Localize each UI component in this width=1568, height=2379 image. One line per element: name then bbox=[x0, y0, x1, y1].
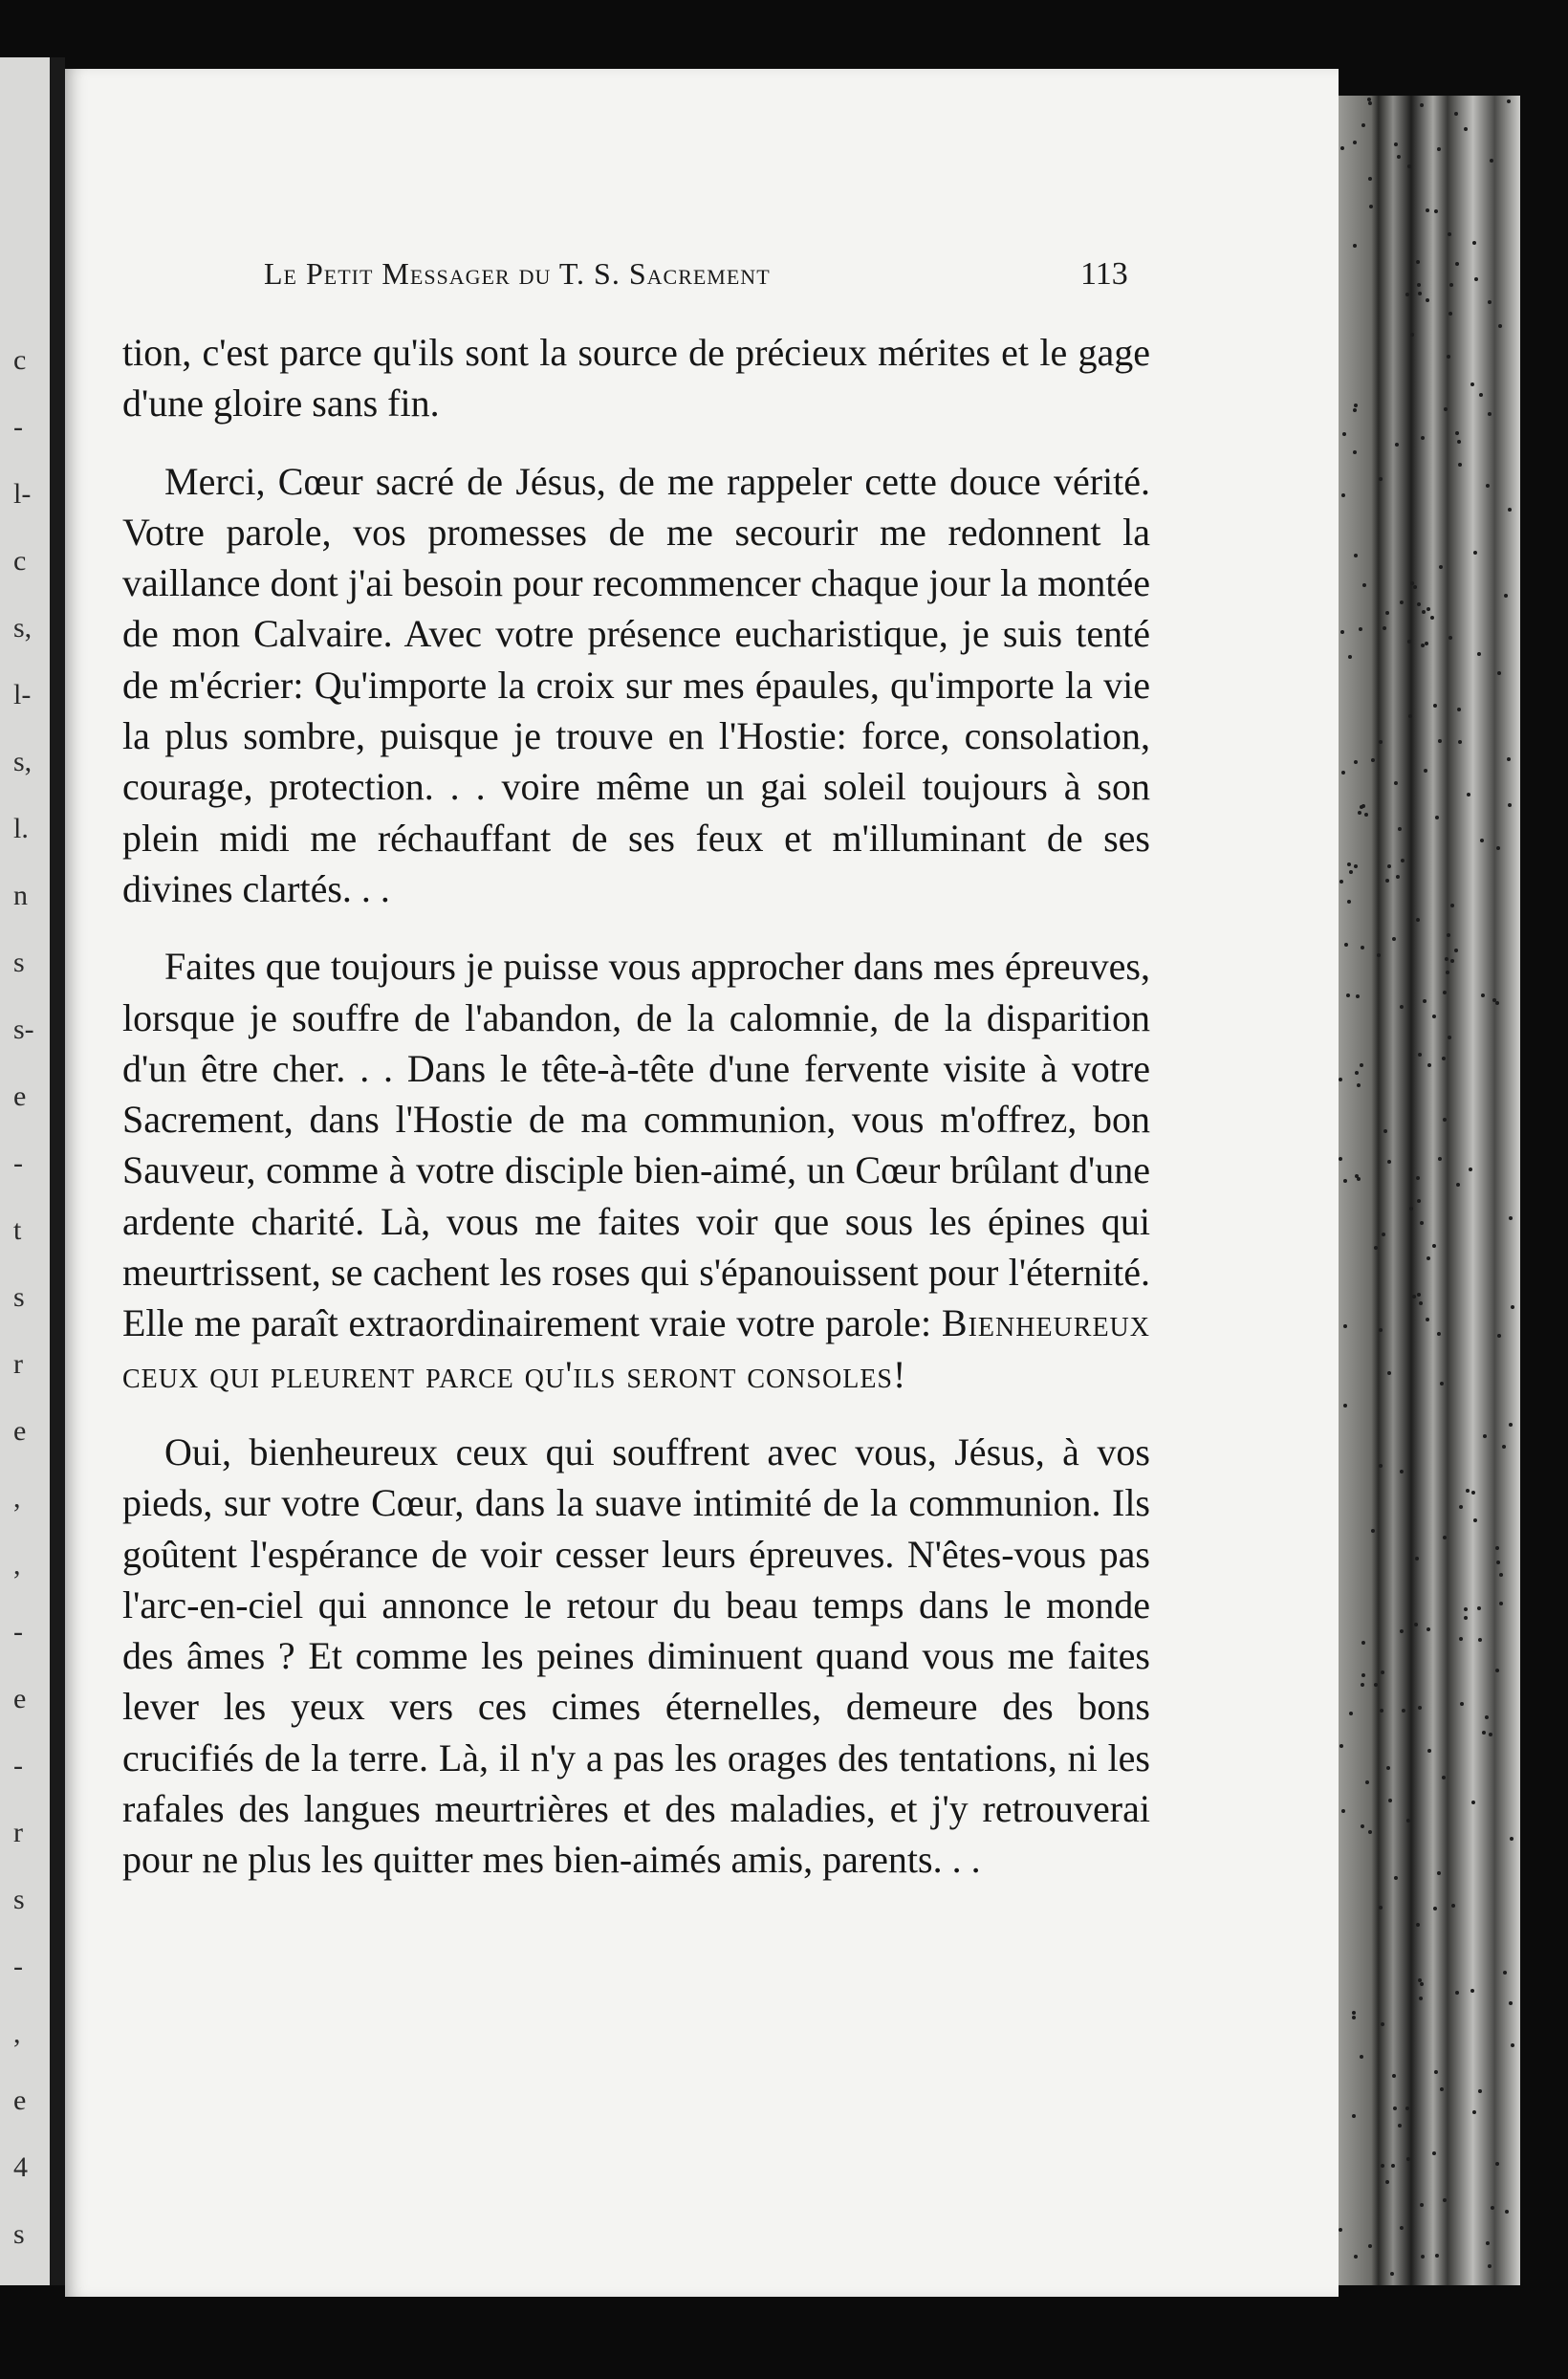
edge-speck bbox=[1418, 1053, 1422, 1057]
paragraph-1: tion, c'est parce qu'ils sont la source de précieux mérites et le gage d'une gloire sans fin. bbox=[122, 331, 1150, 426]
edge-speck bbox=[1421, 436, 1425, 440]
prev-page-fragment: c bbox=[13, 344, 27, 376]
edge-speck bbox=[1352, 2011, 1356, 2015]
prev-page-fragment: l- bbox=[13, 478, 32, 510]
edge-speck bbox=[1408, 714, 1412, 718]
edge-speck bbox=[1413, 585, 1417, 589]
edge-speck bbox=[1415, 1557, 1419, 1561]
prev-page-fragment: s, bbox=[13, 746, 33, 777]
edge-speck bbox=[1507, 757, 1511, 761]
edge-speck bbox=[1368, 1830, 1372, 1834]
prev-page-fragment: c bbox=[13, 545, 27, 577]
edge-speck bbox=[1394, 142, 1398, 146]
edge-speck bbox=[1356, 994, 1360, 998]
prev-page-fragment: l- bbox=[13, 679, 32, 710]
prev-page-fragment: n bbox=[13, 880, 28, 911]
edge-speck bbox=[1459, 1637, 1463, 1641]
edge-speck bbox=[1383, 1129, 1387, 1133]
prev-page-fragment: t bbox=[13, 1214, 22, 1246]
edge-speck bbox=[1417, 283, 1421, 287]
edge-speck bbox=[1410, 333, 1414, 337]
edge-speck bbox=[1359, 627, 1362, 631]
prev-page-fragment: s- bbox=[13, 1014, 34, 1045]
edge-speck bbox=[1471, 1801, 1475, 1804]
edge-speck bbox=[1488, 300, 1492, 304]
edge-speck bbox=[1398, 827, 1402, 831]
edge-speck bbox=[1377, 953, 1381, 957]
edge-speck bbox=[1443, 1536, 1447, 1539]
edge-speck bbox=[1504, 594, 1508, 598]
edge-speck bbox=[1405, 293, 1409, 296]
edge-speck bbox=[1439, 565, 1443, 569]
edge-speck bbox=[1454, 949, 1458, 952]
paragraph-2: Merci, Cœur sacré de Jésus, de me rappeler cette douce vérité. Votre parole, vos promesses de me secourir me redonnent la vaillance dont j'ai besoin pour recommencer chaque jour la montée de mon Calvaire. Avec votre présence eucharistique, je suis tenté de m'écrier: Qu'importe la croix sur mes épaules, qu'importe la vie la plus sombre, puisque je trouve en l'Hostie: force, consolation, courage, protection. . . voire même un gai soleil toujours à son plein midi me réchauffant de ses feux et m'illuminant de ses divines clartés. . . bbox=[122, 459, 1150, 910]
edge-speck bbox=[1488, 2264, 1492, 2268]
edge-speck bbox=[1488, 412, 1492, 416]
edge-speck bbox=[1365, 1780, 1369, 1784]
edge-speck bbox=[1508, 508, 1512, 512]
edge-speck bbox=[1426, 208, 1429, 212]
edge-speck bbox=[1427, 1749, 1431, 1753]
edge-speck bbox=[1491, 2206, 1494, 2210]
edge-speck bbox=[1460, 1702, 1464, 1706]
edge-speck bbox=[1495, 1546, 1499, 1550]
edge-speck bbox=[1497, 1334, 1501, 1338]
edge-speck bbox=[1438, 739, 1442, 743]
prev-page-fragment: e bbox=[13, 1683, 27, 1714]
edge-speck bbox=[1346, 993, 1350, 997]
edge-speck bbox=[1380, 1709, 1383, 1713]
edge-speck bbox=[1424, 769, 1427, 773]
edge-speck bbox=[1509, 2001, 1513, 2005]
prev-page-fragment: - bbox=[13, 1951, 23, 1982]
edge-speck bbox=[1432, 2151, 1436, 2155]
edge-speck bbox=[1393, 2106, 1397, 2110]
edge-speck bbox=[1503, 1971, 1507, 1975]
edge-speck bbox=[1481, 993, 1485, 997]
running-title: Le Petit Messager du T. S. Sacrement bbox=[264, 256, 771, 291]
edge-speck bbox=[1386, 1766, 1390, 1770]
edge-speck bbox=[1432, 1015, 1436, 1018]
edge-speck bbox=[1457, 440, 1461, 444]
edge-speck bbox=[1341, 771, 1345, 775]
edge-speck bbox=[1480, 839, 1484, 842]
edge-speck bbox=[1418, 292, 1422, 295]
edge-speck bbox=[1489, 1733, 1492, 1736]
edge-speck bbox=[1472, 2110, 1476, 2114]
edge-speck bbox=[1455, 1991, 1459, 1995]
edge-speck bbox=[1450, 959, 1454, 963]
edge-speck bbox=[1353, 450, 1357, 454]
edge-speck bbox=[1454, 112, 1458, 116]
edge-speck bbox=[1505, 2210, 1509, 2214]
prev-page-fragment: , bbox=[13, 1549, 21, 1581]
edge-speck bbox=[1472, 241, 1476, 245]
edge-speck bbox=[1450, 904, 1454, 907]
edge-speck bbox=[1486, 2241, 1490, 2245]
edge-speck bbox=[1447, 933, 1450, 937]
edge-speck bbox=[1498, 324, 1502, 328]
edge-speck bbox=[1343, 1404, 1347, 1408]
edge-speck bbox=[1448, 1036, 1451, 1039]
edge-speck bbox=[1402, 1709, 1405, 1713]
edge-speck bbox=[1495, 2162, 1499, 2166]
edge-speck bbox=[1396, 875, 1400, 879]
edge-speck bbox=[1470, 382, 1474, 386]
edge-speck bbox=[1371, 1529, 1375, 1533]
prev-page-fragment: s, bbox=[13, 612, 33, 644]
edge-speck bbox=[1458, 740, 1462, 744]
edge-speck bbox=[1507, 99, 1511, 103]
edge-speck bbox=[1400, 1629, 1404, 1633]
edge-speck bbox=[1455, 262, 1459, 266]
page-edges bbox=[1339, 96, 1520, 2285]
edge-speck bbox=[1368, 2244, 1372, 2248]
edge-speck bbox=[1473, 1518, 1477, 1522]
edge-speck bbox=[1434, 209, 1438, 213]
edge-speck bbox=[1397, 155, 1401, 159]
edge-speck bbox=[1426, 607, 1430, 611]
edge-speck bbox=[1362, 583, 1366, 587]
edge-speck bbox=[1361, 123, 1365, 127]
edge-speck bbox=[1418, 1706, 1422, 1710]
edge-speck bbox=[1435, 816, 1439, 819]
edge-speck bbox=[1470, 1989, 1474, 1993]
edge-speck bbox=[1419, 1301, 1423, 1305]
edge-speck bbox=[1400, 1470, 1404, 1473]
edge-speck bbox=[1343, 1179, 1347, 1183]
edge-speck bbox=[1353, 141, 1357, 144]
edge-speck bbox=[1422, 610, 1426, 614]
edge-speck bbox=[1446, 971, 1449, 974]
edge-speck bbox=[1496, 1561, 1500, 1564]
edge-speck bbox=[1387, 1371, 1391, 1375]
edge-speck bbox=[1420, 2203, 1424, 2207]
paragraph-3-text: Faites que toujours je puisse vous approcher dans mes épreuves, lorsque je souffre de l'abandon, de la calomnie, de la disparition d'un être cher. . . Dans le tête-à-tête d'une fervente visite à votre Sacrement, dans l'Hostie de ma communion, vous m'offrez, bon Sauveur, comme à votre disciple bien-aimé, un Cœur brûlant d'une ardente charité. Là, vous me faites voir que sous les épines qui meurtrissent, se cachent les roses qui s'épanouissent pour l'éternité. Elle me paraît extraordinairement vraie votre parole: bbox=[122, 945, 1150, 1345]
edge-speck bbox=[1511, 1305, 1514, 1309]
edge-speck bbox=[1458, 463, 1462, 467]
edge-speck bbox=[1416, 1923, 1420, 1927]
edge-speck bbox=[1339, 2228, 1342, 2232]
edge-speck bbox=[1511, 2043, 1514, 2047]
edge-speck bbox=[1502, 1445, 1506, 1449]
edge-speck bbox=[1387, 1160, 1391, 1164]
edge-speck bbox=[1490, 159, 1493, 163]
prev-page-fragment: - bbox=[13, 1616, 23, 1648]
edge-speck bbox=[1354, 864, 1358, 868]
edge-speck bbox=[1395, 443, 1399, 447]
edge-speck bbox=[1509, 1216, 1513, 1220]
edge-speck bbox=[1426, 1256, 1430, 1260]
beatitude-quote: Bienheureux ceux qui pleurent parce qu'ils seront consoles! bbox=[122, 1301, 1150, 1396]
edge-speck bbox=[1499, 1602, 1503, 1605]
edge-speck bbox=[1407, 640, 1411, 644]
prev-page-fragment: r bbox=[13, 1348, 23, 1380]
edge-speck bbox=[1371, 758, 1375, 762]
prev-page-fragment: 4 bbox=[13, 2151, 28, 2183]
edge-speck bbox=[1379, 1328, 1383, 1332]
edge-speck bbox=[1400, 600, 1404, 604]
edge-speck bbox=[1417, 1293, 1421, 1297]
edge-speck bbox=[1479, 393, 1483, 397]
edge-speck bbox=[1412, 1295, 1416, 1299]
edge-speck bbox=[1443, 1118, 1447, 1122]
edge-speck bbox=[1388, 1799, 1392, 1802]
edge-speck bbox=[1449, 283, 1453, 287]
edge-speck bbox=[1339, 1744, 1343, 1748]
edge-speck bbox=[1400, 2226, 1404, 2230]
edge-speck bbox=[1478, 2089, 1482, 2093]
prev-page-fragment: e bbox=[13, 1080, 27, 1112]
edge-speck bbox=[1495, 1669, 1499, 1672]
edge-speck bbox=[1486, 484, 1490, 488]
edge-speck bbox=[1368, 177, 1372, 181]
edge-speck bbox=[1425, 642, 1428, 645]
edge-speck bbox=[1510, 1837, 1514, 1841]
edge-speck bbox=[1421, 644, 1425, 647]
edge-speck bbox=[1361, 1683, 1364, 1687]
edge-speck bbox=[1340, 146, 1344, 150]
edge-speck bbox=[1442, 1776, 1446, 1779]
edge-speck bbox=[1355, 1071, 1359, 1075]
edge-speck bbox=[1339, 1078, 1342, 1081]
edge-speck bbox=[1466, 1489, 1470, 1493]
edge-speck bbox=[1342, 432, 1346, 436]
edge-speck bbox=[1361, 946, 1364, 949]
prev-page-fragment: e bbox=[13, 2084, 27, 2116]
edge-speck bbox=[1496, 846, 1500, 850]
edge-speck bbox=[1379, 477, 1383, 481]
edge-speck bbox=[1419, 1997, 1423, 2000]
edge-speck bbox=[1438, 1157, 1442, 1161]
edge-speck bbox=[1416, 260, 1420, 264]
edge-speck bbox=[1379, 1464, 1383, 1468]
edge-speck bbox=[1445, 957, 1448, 961]
edge-speck bbox=[1368, 101, 1372, 105]
page-number: 113 bbox=[1080, 256, 1128, 292]
prev-page-fragment: r bbox=[13, 1817, 23, 1848]
edge-speck bbox=[1427, 1063, 1431, 1067]
edge-speck bbox=[1374, 1246, 1378, 1250]
edge-speck bbox=[1430, 616, 1434, 620]
edge-speck bbox=[1379, 740, 1383, 744]
book-gutter bbox=[50, 57, 65, 2285]
edge-speck bbox=[1417, 1199, 1421, 1203]
edge-speck bbox=[1347, 862, 1351, 866]
prev-page-fragment: s bbox=[13, 1884, 25, 1915]
edge-speck bbox=[1416, 918, 1420, 922]
edge-speck bbox=[1417, 602, 1421, 606]
edge-speck bbox=[1361, 1641, 1365, 1645]
edge-speck bbox=[1459, 1505, 1463, 1509]
edge-speck bbox=[1383, 626, 1386, 630]
edge-speck bbox=[1405, 2106, 1409, 2110]
edge-speck bbox=[1474, 277, 1478, 281]
edge-speck bbox=[1443, 991, 1447, 994]
edge-speck bbox=[1420, 103, 1424, 107]
edge-speck bbox=[1420, 1221, 1424, 1225]
edge-speck bbox=[1341, 1809, 1345, 1813]
edge-speck bbox=[1416, 1176, 1420, 1180]
edge-speck bbox=[1392, 2074, 1396, 2078]
edge-speck bbox=[1478, 1638, 1482, 1642]
prev-page-fragment: , bbox=[13, 2018, 21, 2049]
edge-speck bbox=[1426, 298, 1429, 302]
edge-speck bbox=[1437, 1332, 1441, 1336]
prev-page-fragment: s bbox=[13, 2218, 25, 2250]
edge-speck bbox=[1414, 1623, 1418, 1626]
edge-speck bbox=[1435, 2254, 1439, 2258]
edge-speck bbox=[1448, 312, 1452, 316]
edge-speck bbox=[1394, 1876, 1398, 1880]
edge-speck bbox=[1374, 1683, 1378, 1687]
prev-page-fragment: - bbox=[13, 1750, 23, 1781]
prev-page-fragment: - bbox=[13, 411, 23, 443]
edge-speck bbox=[1354, 554, 1358, 557]
edge-speck bbox=[1381, 2022, 1384, 2026]
edge-speck bbox=[1339, 1157, 1342, 1161]
edge-speck bbox=[1464, 1607, 1468, 1611]
edge-speck bbox=[1340, 630, 1344, 634]
edge-speck bbox=[1349, 1712, 1353, 1715]
edge-speck bbox=[1392, 937, 1396, 941]
edge-speck bbox=[1387, 864, 1391, 868]
edge-speck bbox=[1390, 2272, 1394, 2276]
edge-speck bbox=[1391, 2164, 1395, 2168]
edge-speck bbox=[1360, 1063, 1363, 1067]
prev-page-fragment: s bbox=[13, 1281, 25, 1313]
edge-speck bbox=[1473, 551, 1477, 555]
edge-speck bbox=[1355, 1174, 1359, 1178]
edge-speck bbox=[1385, 2180, 1389, 2184]
edge-speck bbox=[1508, 803, 1512, 807]
edge-speck bbox=[1432, 1244, 1436, 1248]
page-body bbox=[122, 327, 1150, 1912]
edge-speck bbox=[1495, 1001, 1499, 1005]
prev-page-fragment: e bbox=[13, 1415, 27, 1447]
edge-speck bbox=[1451, 1904, 1455, 1908]
edge-speck bbox=[1385, 879, 1389, 883]
edge-speck bbox=[1344, 943, 1348, 947]
edge-speck bbox=[1440, 1382, 1444, 1386]
edge-speck bbox=[1353, 408, 1357, 412]
edge-speck bbox=[1406, 1819, 1410, 1822]
edge-speck bbox=[1467, 793, 1470, 797]
edge-speck bbox=[1354, 2255, 1358, 2259]
edge-speck bbox=[1426, 1318, 1429, 1321]
edge-speck bbox=[1361, 1673, 1365, 1677]
edge-speck bbox=[1354, 760, 1358, 764]
edge-speck bbox=[1401, 859, 1405, 862]
edge-speck bbox=[1354, 404, 1358, 407]
previous-page-edge bbox=[0, 57, 50, 2285]
prev-page-fragment: s bbox=[13, 947, 25, 978]
edge-speck bbox=[1381, 2164, 1384, 2168]
edge-speck bbox=[1440, 2087, 1444, 2091]
edge-speck bbox=[1499, 1573, 1503, 1577]
edge-speck bbox=[1407, 164, 1411, 168]
edge-speck bbox=[1483, 1434, 1487, 1438]
edge-speck bbox=[1400, 1005, 1404, 1009]
edge-speck bbox=[1423, 999, 1426, 1003]
paragraph-3 bbox=[122, 941, 1150, 1400]
edge-speck bbox=[1477, 652, 1481, 656]
prev-page-fragment: l. bbox=[13, 813, 29, 844]
edge-speck bbox=[1358, 811, 1361, 815]
edge-speck bbox=[1492, 998, 1496, 1002]
edge-speck bbox=[1357, 1083, 1361, 1087]
paragraph-4: Oui, bienheureux ceux qui souffrent avec vous, Jésus, à vos pieds, sur votre Cœur, dans la suave intimité de la communion. Ils goûtent l'espérance de voir cesser leurs épreuves. N'êtes-vous pas l'arc-en-ciel qui annonce le retour du beau temps dans le monde des âmes ? Et comme les peines diminuent quand vous me faites lever les yeux vers ces cimes éternelles, demeure des bons crucifiés de la terre. Là, il n'y a pas les orages des tentations, ni les rafales des langues meurtrières et des maladies, et j'y retrouverai pour ne plus les quitter mes bien-aimés amis, parents. . . bbox=[122, 1430, 1150, 1882]
edge-speck bbox=[1457, 708, 1461, 711]
edge-speck bbox=[1421, 2255, 1425, 2259]
edge-speck bbox=[1434, 2070, 1438, 2074]
edge-speck bbox=[1364, 813, 1368, 817]
edge-speck bbox=[1448, 232, 1451, 236]
edge-speck bbox=[1509, 1423, 1513, 1427]
prev-page-fragment: - bbox=[13, 1147, 23, 1179]
edge-speck bbox=[1409, 1207, 1413, 1211]
edge-speck bbox=[1347, 900, 1351, 904]
edge-speck bbox=[1444, 407, 1448, 411]
edge-speck bbox=[1349, 870, 1353, 874]
edge-speck bbox=[1361, 804, 1365, 808]
edge-speck bbox=[1406, 2157, 1410, 2161]
edge-speck bbox=[1381, 1670, 1384, 1674]
edge-speck bbox=[1442, 1057, 1446, 1060]
edge-speck bbox=[1433, 1907, 1437, 1910]
edge-speck bbox=[1352, 2114, 1356, 2118]
edge-speck bbox=[1394, 781, 1398, 785]
edge-speck bbox=[1352, 2016, 1356, 2019]
edge-speck bbox=[1448, 636, 1452, 640]
edge-speck bbox=[1464, 127, 1468, 131]
edge-speck bbox=[1353, 244, 1357, 248]
edge-speck bbox=[1447, 355, 1450, 359]
edge-speck bbox=[1343, 1324, 1347, 1328]
edge-speck bbox=[1382, 1233, 1385, 1236]
edge-speck bbox=[1485, 1715, 1489, 1719]
edge-speck bbox=[1433, 704, 1437, 708]
prev-page-fragment: , bbox=[13, 1482, 21, 1514]
edge-speck bbox=[1469, 1168, 1472, 1171]
edge-speck bbox=[1426, 1627, 1430, 1631]
edge-speck bbox=[1348, 655, 1352, 659]
edge-speck bbox=[1497, 671, 1501, 675]
edge-speck bbox=[1477, 1606, 1481, 1610]
edge-speck bbox=[1437, 147, 1441, 151]
edge-speck bbox=[1341, 493, 1345, 497]
edge-speck bbox=[1339, 880, 1343, 884]
edge-speck bbox=[1385, 611, 1389, 615]
edge-speck bbox=[1360, 2055, 1363, 2059]
edge-speck bbox=[1482, 1731, 1486, 1735]
edge-speck bbox=[1369, 205, 1373, 208]
edge-speck bbox=[1361, 1824, 1364, 1828]
edge-speck bbox=[1379, 1906, 1383, 1910]
edge-speck bbox=[1420, 1982, 1424, 1986]
edge-speck bbox=[1471, 1491, 1475, 1495]
edge-speck bbox=[1398, 2124, 1402, 2128]
edge-speck bbox=[1455, 431, 1459, 435]
edge-speck bbox=[1443, 2198, 1447, 2202]
edge-speck bbox=[1464, 1616, 1468, 1620]
edge-speck bbox=[1456, 1183, 1460, 1187]
edge-speck bbox=[1437, 1871, 1441, 1875]
